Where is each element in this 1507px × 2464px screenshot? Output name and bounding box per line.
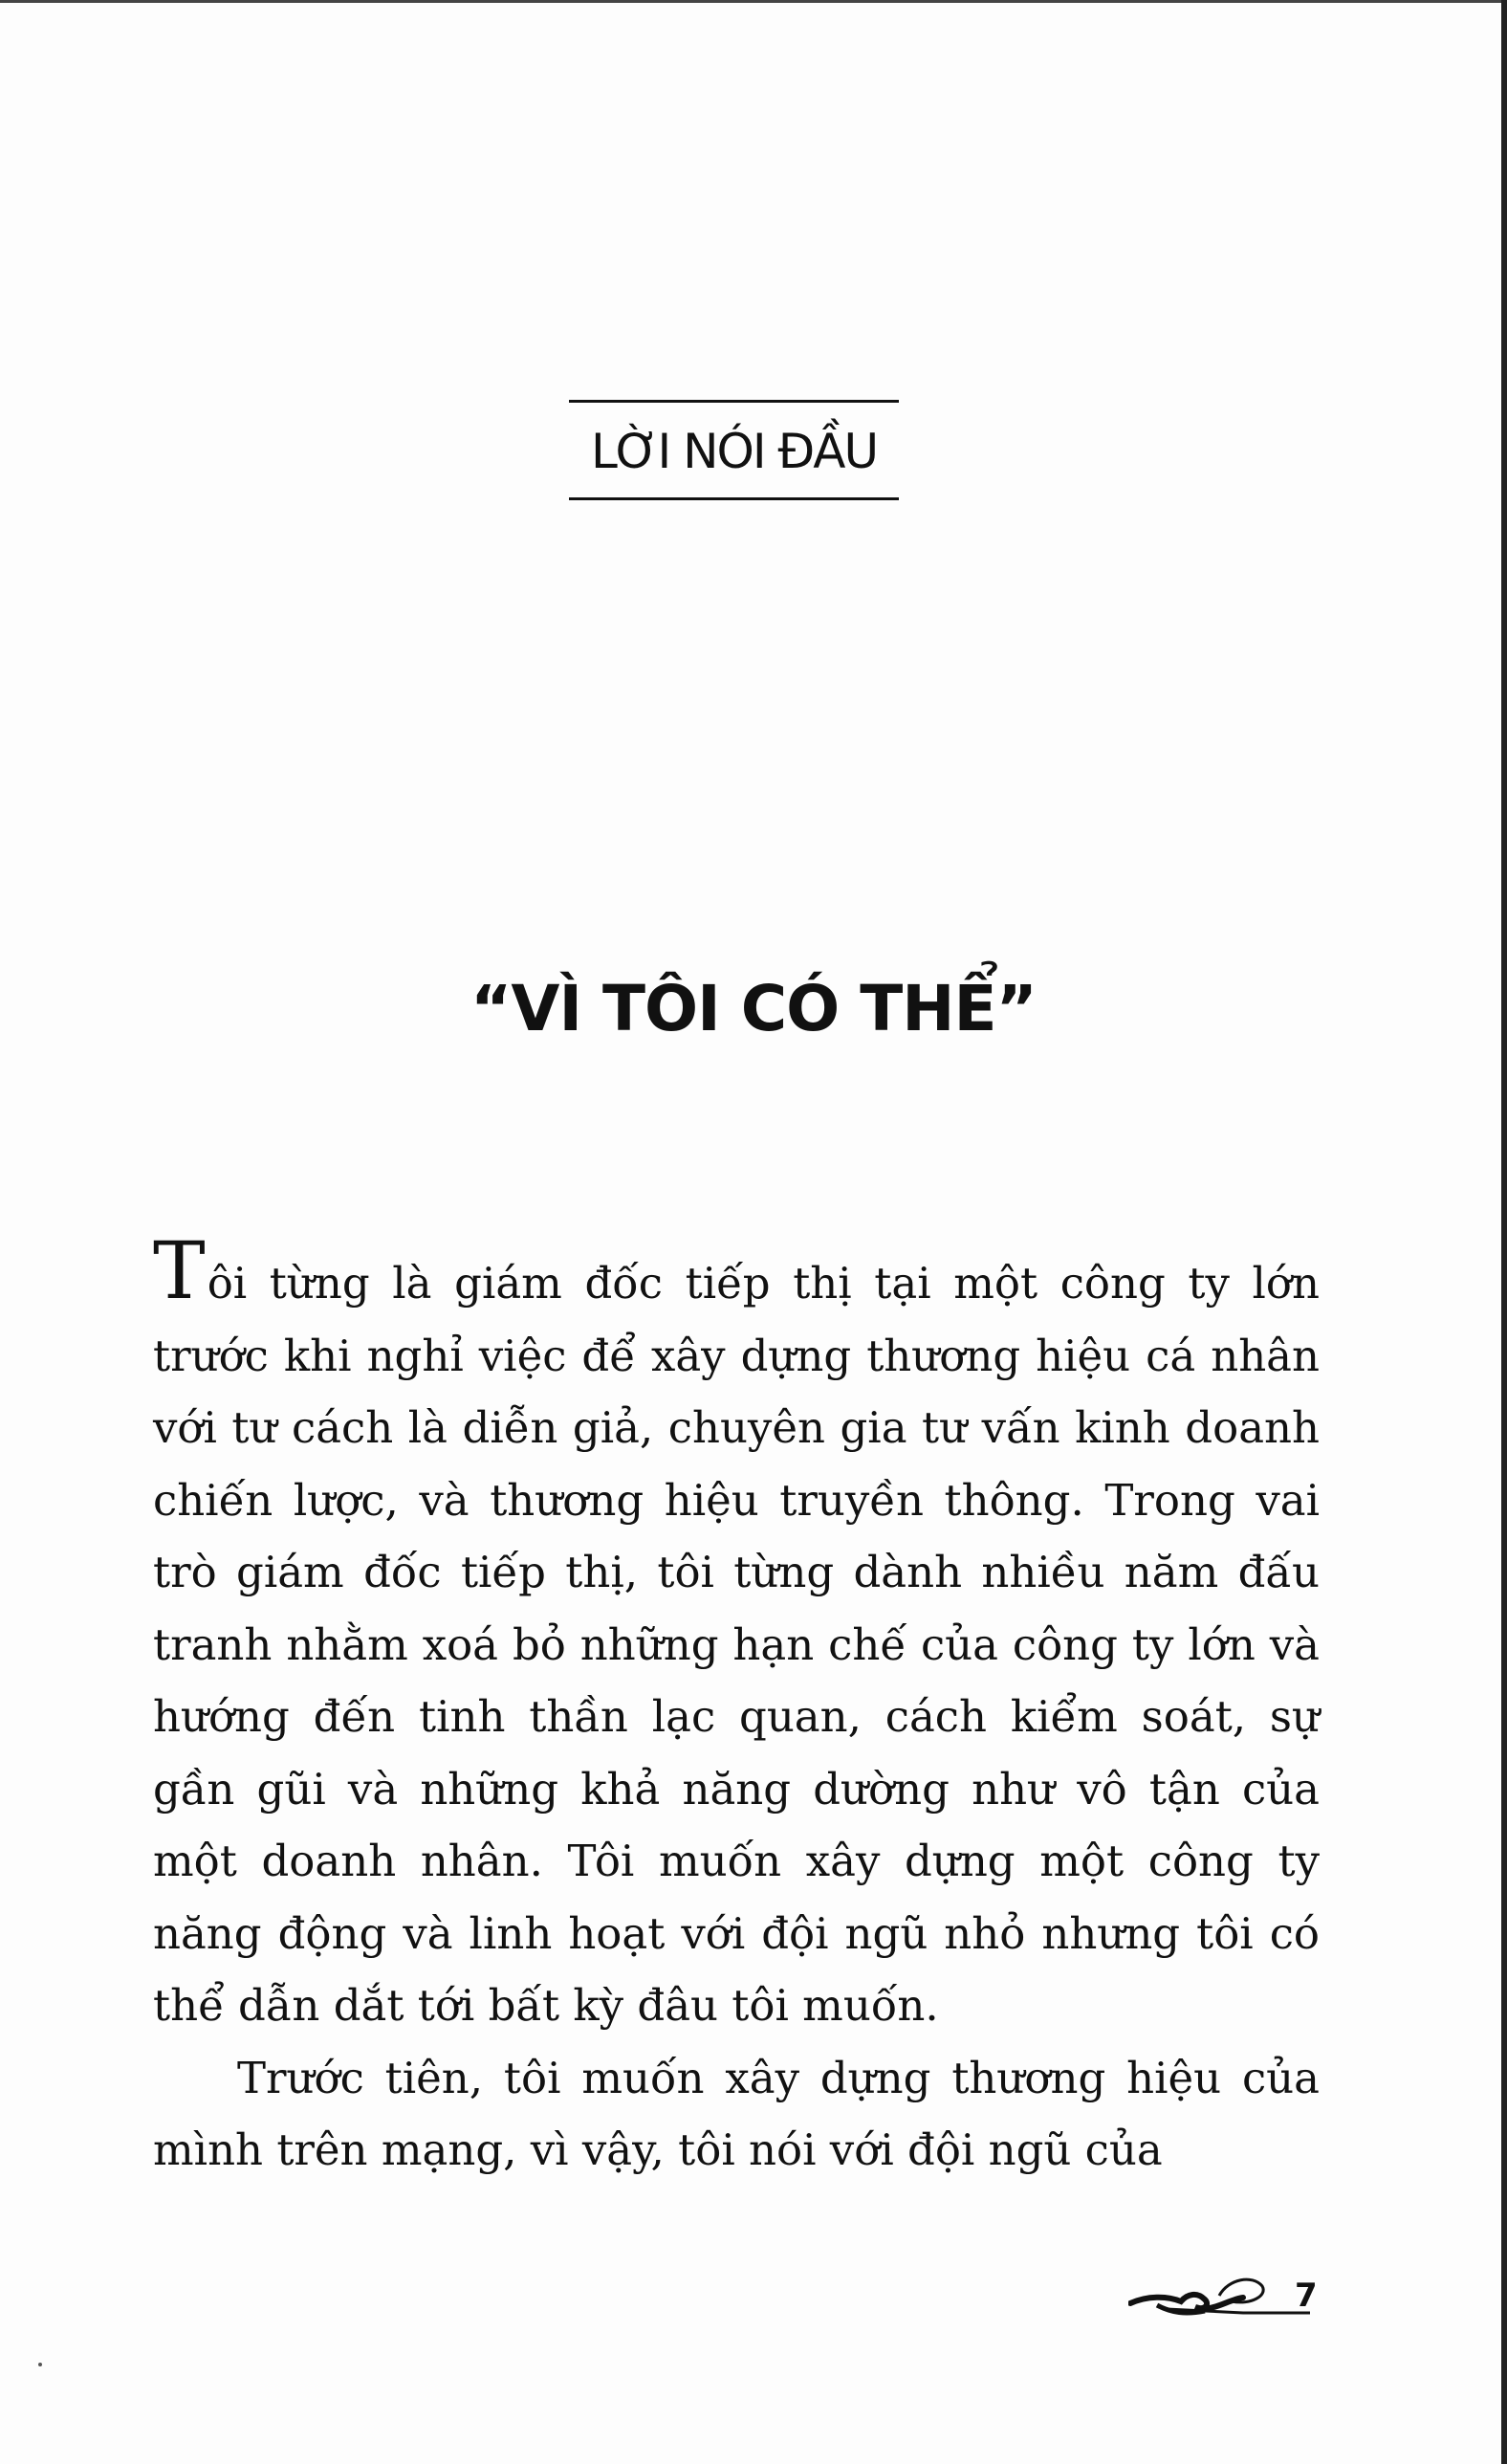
scan-edge-right [1501,0,1507,2464]
paragraph-1-text: ôi từng là giám đốc tiếp thị tại một công ty lớn trước khi nghỉ việc để xây dựng thương hiệu cá nhân với tư cách là diễn giả, chuyên gia tư vấn kinh doanh chiến lược, và thương hiệu truyền thông. Trong vai trò giám đốc tiếp thị, tôi từng dành nhiều năm đấu tranh nhằm xoá bỏ những hạn chế của công ty lớn và hướng đến tinh thần lạc quan, cách kiểm soát, sự gần gũi và những khả năng dường như vô tận của một doanh nhân. Tôi muốn xây dựng một công ty năng động và linh hoạt với đội ngũ nhỏ nhưng tôi có thể dẫn dắt tới bất kỳ đâu tôi muốn. [153,1258,1320,2031]
header-rule-top [569,400,899,403]
section-label: LỜI NÓI ĐẦU [590,424,878,479]
scan-speck [38,2363,42,2366]
section-header [569,400,899,503]
drop-cap: T [153,1226,206,1317]
chapter-title: “VÌ TÔI CÓ THỂ” [470,972,1037,1045]
flourish-ornament-icon [1128,2267,1310,2334]
scan-edge-top [0,0,1507,3]
header-rule-bottom [569,497,899,500]
paragraph-1 [153,1226,1320,2042]
body-text [153,1226,1320,2187]
paragraph-2: Trước tiên, tôi muốn xây dựng thương hiệu của mình trên mạng, vì vậy, tôi nói với đội ngũ của [153,2052,1320,2175]
page-footer [1128,2267,1320,2343]
page-number: 7 [1295,2277,1318,2315]
